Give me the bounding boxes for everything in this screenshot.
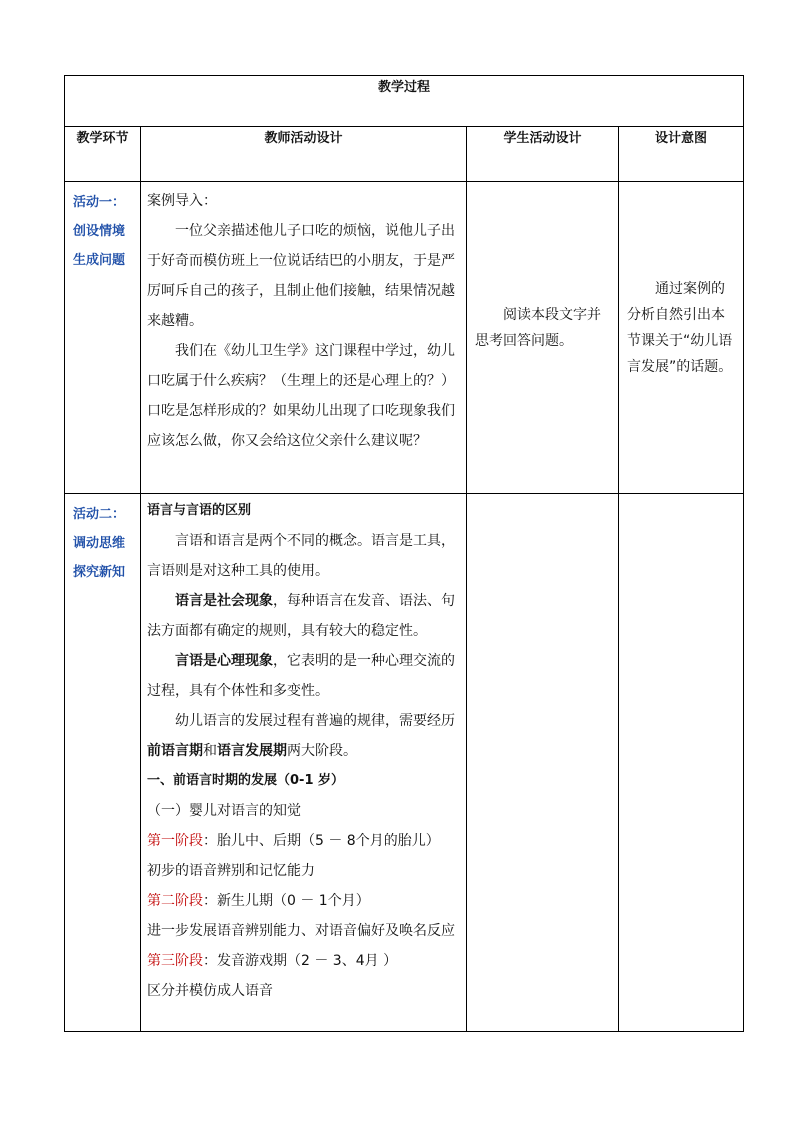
teacher-activity-cell [141, 182, 467, 494]
header-student: 学生活动设计 [467, 127, 619, 182]
student-activity-cell [467, 494, 619, 1032]
bold-term: 前语言期 [147, 743, 203, 759]
design-intent-cell [619, 494, 744, 1032]
paragraph: 言语和语言是两个不同的概念。语言是工具，言语则是对这种工具的使用。 [147, 533, 455, 579]
stage-label: 探究新知 [73, 565, 126, 580]
stage-label: 调动思维 [73, 536, 126, 551]
stage-line [147, 946, 460, 976]
case-paragraph: 一位父亲描述他儿子口吃的烦恼，说他儿子出于好奇而模仿班上一位说话结巴的小朋友，于是严厉呵斥自己的孩子，且制止他们接触，结果情况越来越糟。 [147, 223, 455, 329]
bold-term: 语言发展期 [217, 743, 287, 759]
stage-name: 第三阶段 [147, 953, 203, 969]
bold-term: 言语是心理现象 [175, 653, 273, 669]
paragraph [147, 706, 460, 766]
stage-label: 生成问题 [73, 253, 126, 268]
design-intent-cell [619, 182, 744, 494]
paragraph-text: ，它表明的是一种心理交流的过程，具有个体性和多变性。 [147, 653, 455, 699]
stage-label: 创设情境 [73, 224, 126, 239]
paragraph-text: 和 [203, 743, 217, 759]
header-row [65, 127, 744, 182]
lesson-table [64, 75, 744, 1032]
student-activity-text: 阅读本段文字并思考回答问题。 [475, 306, 601, 349]
section-heading: 语言与言语的区别 [147, 503, 252, 518]
table-row [65, 182, 744, 494]
header-stage: 教学环节 [65, 127, 141, 182]
paragraph-text: 幼儿语言的发展过程有普遍的规律，需要经历 [175, 713, 455, 729]
teacher-activity-cell [141, 494, 467, 1032]
stage-text: ：发音游戏期（2 － 3、4月 ） [203, 953, 398, 969]
title-row [65, 76, 744, 127]
table-row [65, 494, 744, 1032]
subsection-title: （一）婴儿对语言的知觉 [147, 803, 301, 819]
table-title: 教学过程 [65, 76, 744, 127]
stage-label: 活动二： [73, 507, 126, 522]
section-title: 一、前语言时期的发展（0-1 岁） [147, 773, 345, 788]
design-intent-text: 通过案例的分析自然引出本节课关于“幼儿语言发展”的话题。 [627, 280, 733, 375]
case-intro: 案例导入： [147, 193, 217, 209]
stage-line [147, 826, 460, 856]
stage-label: 活动一： [73, 195, 126, 210]
header-teacher: 教师活动设计 [141, 127, 467, 182]
paragraph [147, 586, 460, 646]
stage-text: ：新生儿期（0 － 1个月） [203, 893, 370, 909]
stage-name: 第二阶段 [147, 893, 203, 909]
stage-cell [65, 182, 141, 494]
bold-term: 语言是社会现象 [175, 593, 273, 609]
student-activity-cell [467, 182, 619, 494]
stage-line [147, 886, 460, 916]
paragraph-text: 两大阶段。 [287, 743, 357, 759]
stage-description: 区分并模仿成人语音 [147, 983, 273, 999]
paragraph [147, 646, 460, 706]
stage-name: 第一阶段 [147, 833, 203, 849]
stage-text: ：胎儿中、后期（5 － 8个月的胎儿） [203, 833, 440, 849]
stage-description: 初步的语音辨别和记忆能力 [147, 863, 315, 879]
paragraph-text: ，每种语言在发音、语法、句法方面都有确定的规则，具有较大的稳定性。 [147, 593, 455, 639]
stage-description: 进一步发展语音辨别能力、对语音偏好及唤名反应 [147, 923, 455, 939]
question-paragraph: 我们在《幼儿卫生学》这门课程中学过，幼儿口吃属于什么疾病？（生理上的还是心理上的？）口吃是怎样形成的？如果幼儿出现了口吃现象我们应该怎么做，你又会给这位父亲什么建议呢？ [147, 343, 455, 449]
header-intent: 设计意图 [619, 127, 744, 182]
stage-cell [65, 494, 141, 1032]
